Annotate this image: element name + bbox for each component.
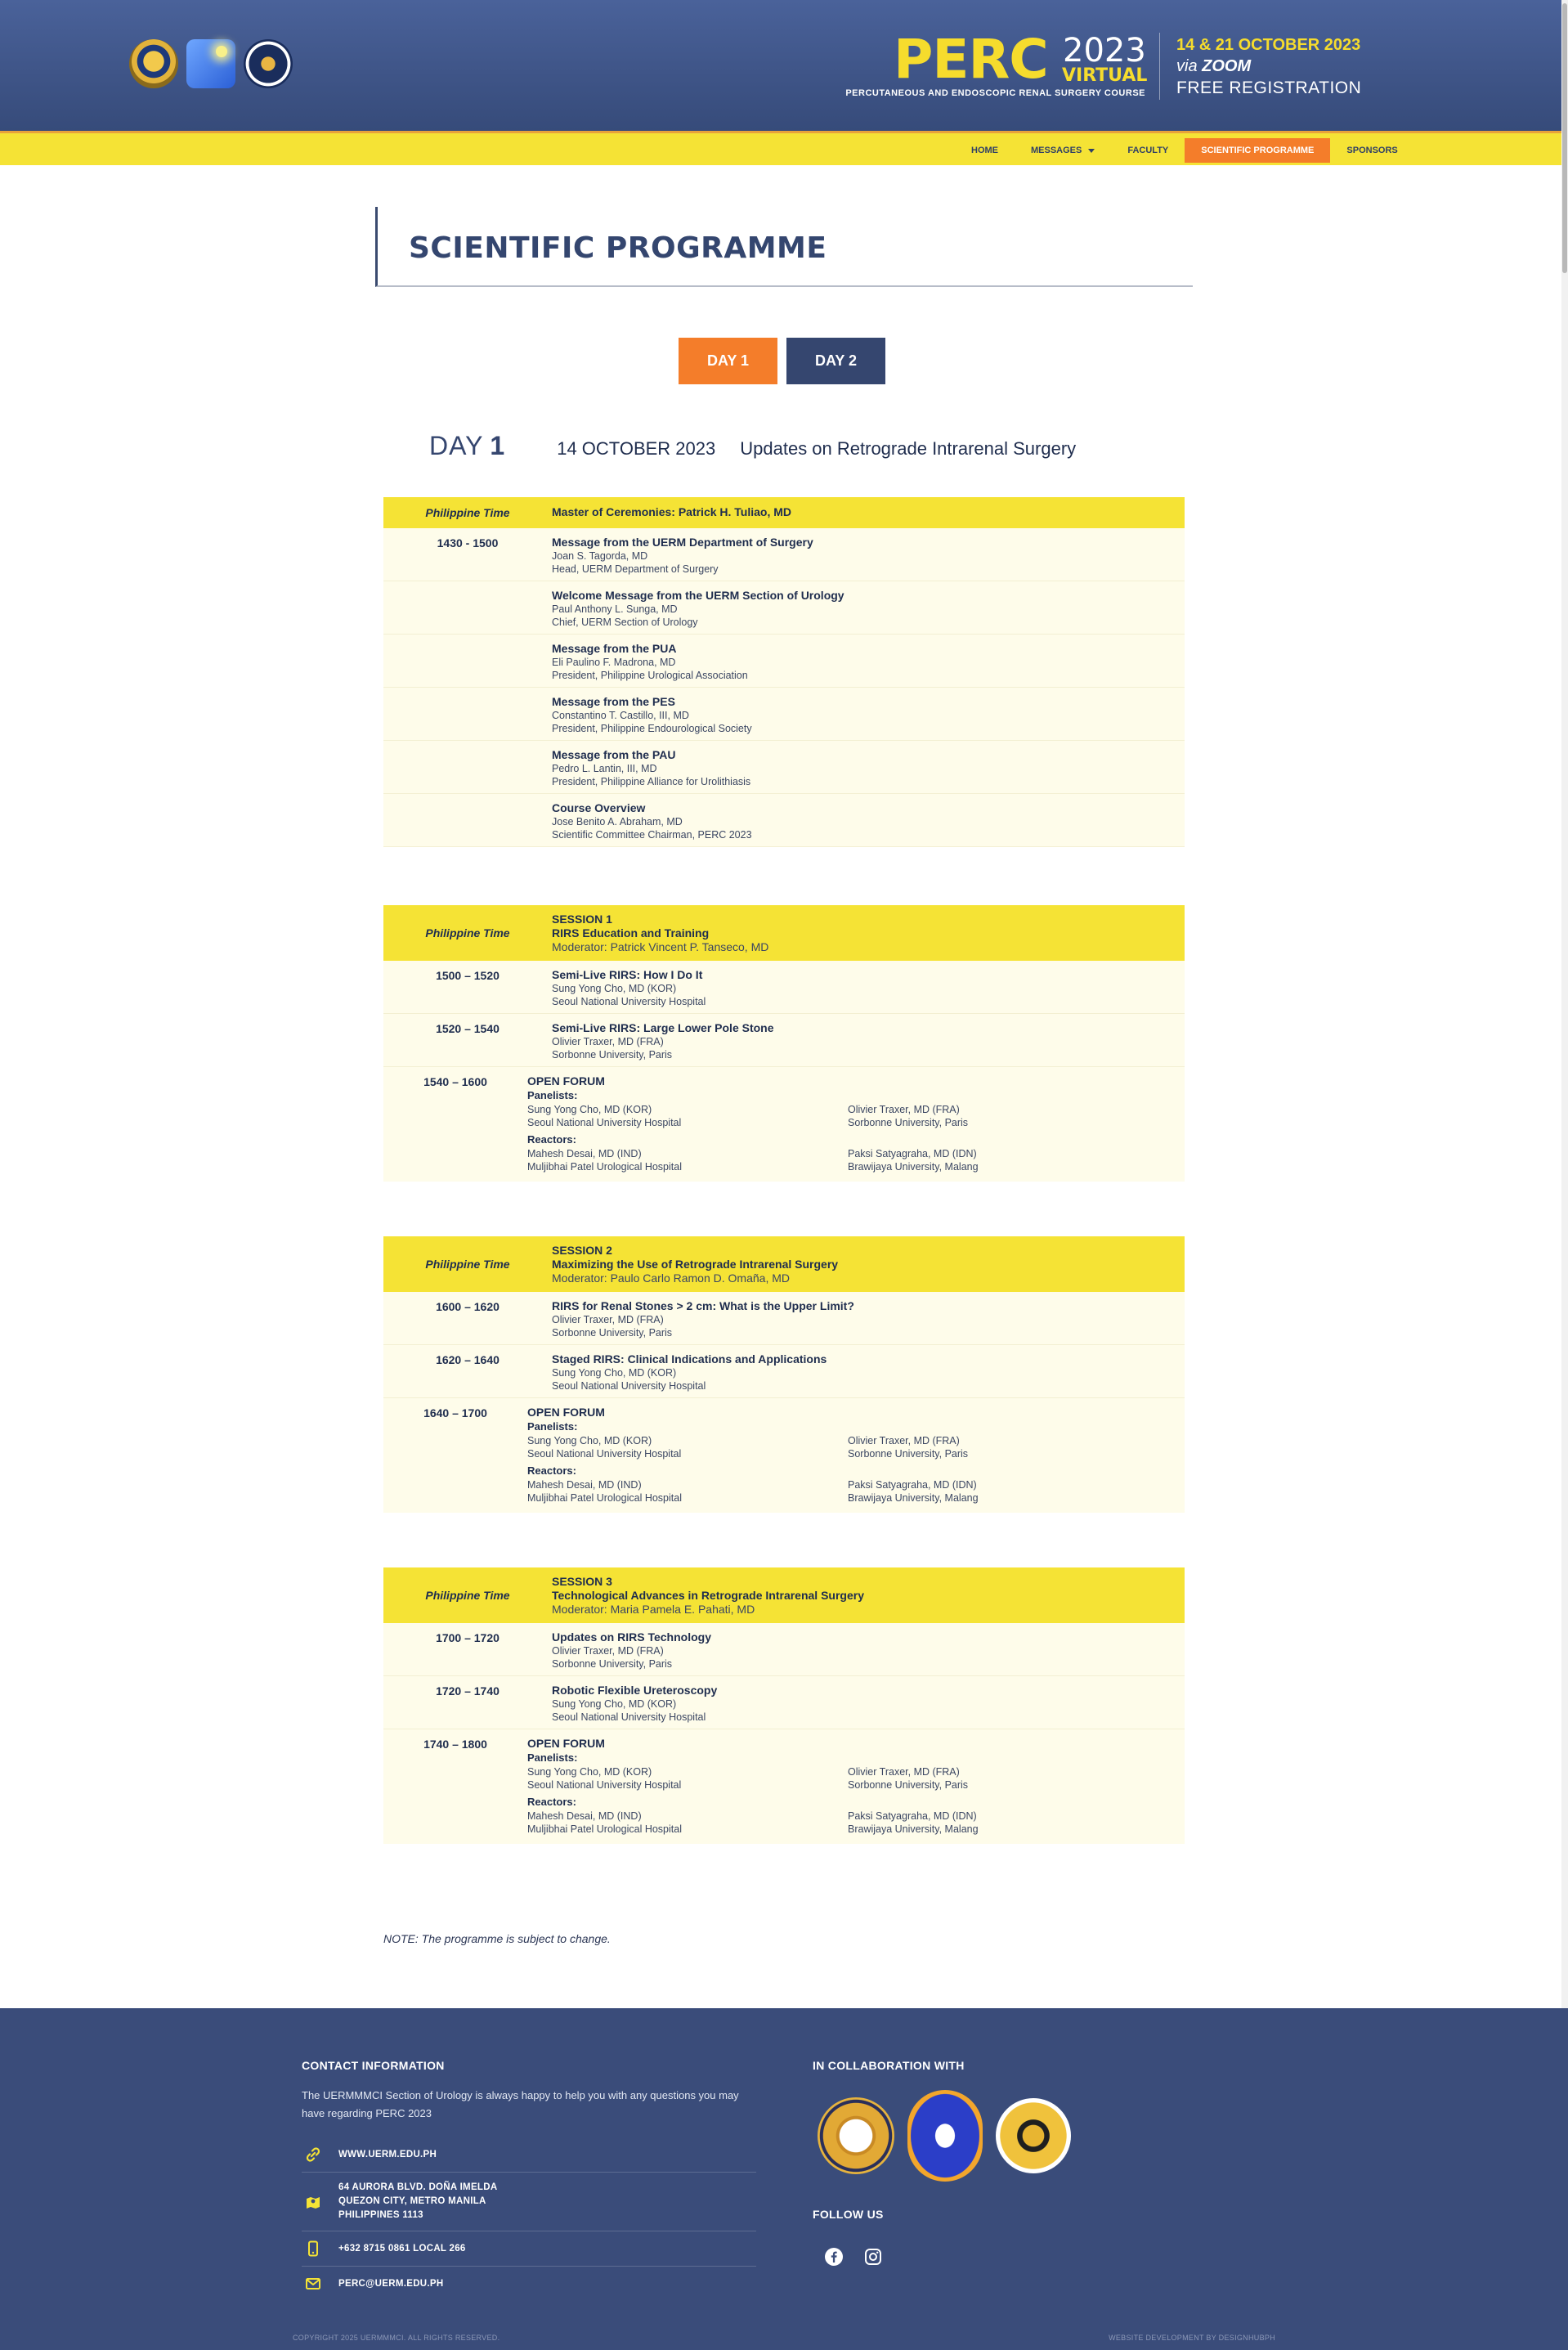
reactor-name: Mahesh Desai, MD (IND) (527, 1810, 642, 1822)
website-link[interactable]: WWW.UERM.EDU.PH (338, 2149, 437, 2159)
table-row (383, 1014, 1185, 1067)
developer-credit[interactable]: WEBSITE DEVELOPMENT BY DESIGNHUBPH (1109, 2334, 1275, 2342)
row-affiliation: Head, UERM Department of Surgery (552, 563, 719, 575)
brand-perc: PERC (894, 28, 1048, 91)
panelist-org: Sorbonne University, Paris (848, 1779, 969, 1791)
day-tabs (679, 338, 885, 384)
row-speaker: Eli Paulino F. Madrona, MD (552, 657, 676, 668)
row-speaker: Sung Yong Cho, MD (KOR) (552, 1367, 677, 1379)
row-affiliation: President, Philippine Urological Association (552, 670, 748, 681)
session-title: Maximizing the Use of Retrograde Intrarenal Surgery (552, 1258, 839, 1271)
panelist-name: Olivier Traxer, MD (FRA) (848, 1766, 960, 1778)
main-nav (955, 138, 1414, 163)
reactor-name: Mahesh Desai, MD (IND) (527, 1479, 642, 1491)
row-affiliation: Scientific Committee Chairman, PERC 2023 (552, 829, 752, 841)
row-affiliation: Chief, UERM Section of Urology (552, 617, 698, 628)
row-title: Semi-Live RIRS: Large Lower Pole Stone (552, 1021, 774, 1034)
nav-messages[interactable] (1015, 138, 1111, 163)
panelist-name: Sung Yong Cho, MD (KOR) (527, 1104, 652, 1115)
open-forum-row (383, 1729, 1185, 1844)
reactor-org: Brawijaya University, Malang (848, 1161, 979, 1173)
row-time (383, 694, 552, 735)
follow-heading: FOLLOW US (813, 2208, 884, 2221)
row-speaker: Olivier Traxer, MD (FRA) (552, 1314, 664, 1325)
panelists-list (527, 1434, 1168, 1460)
session-3-table (383, 1567, 1185, 1844)
event-platform: ZOOM (1202, 57, 1252, 75)
brand-subtitle: PERCUTANEOUS AND ENDOSCOPIC RENAL SURGERY COURSE (845, 88, 1145, 98)
row-time (383, 641, 552, 682)
table-header (383, 497, 1185, 528)
forum-title: OPEN FORUM (527, 1406, 605, 1419)
reactor-name: Paksi Satyagraha, MD (IDN) (848, 1148, 977, 1159)
day-word: DAY (429, 431, 484, 460)
table-row (383, 1623, 1185, 1676)
row-speaker: Pedro L. Lantin, III, MD (552, 763, 657, 774)
row-speaker: Joan S. Tagorda, MD (552, 550, 648, 562)
reactor-org: Muljibhai Patel Urological Hospital (527, 1492, 682, 1504)
day-theme: Updates on Retrograde Intrarenal Surgery (740, 438, 1077, 459)
reactors-list (527, 1810, 1168, 1836)
contact-text: The UERMMMCI Section of Urology is always happy to help you with any questions you may have regarding PERC 2023 (302, 2089, 739, 2119)
event-date: 14 & 21 OCTOBER 2023 (1176, 36, 1361, 54)
perc-lithotripsy-logo[interactable] (186, 39, 235, 88)
row-affiliation: Seoul National University Hospital (552, 996, 706, 1007)
partner-logos (129, 39, 293, 88)
forum-title: OPEN FORUM (527, 1737, 605, 1750)
panelist-name: Olivier Traxer, MD (FRA) (848, 1104, 960, 1115)
table-row (383, 581, 1185, 635)
row-speaker: Olivier Traxer, MD (FRA) (552, 1036, 664, 1047)
instagram-icon[interactable] (862, 2245, 885, 2268)
contact-heading: CONTACT INFORMATION (302, 2059, 445, 2072)
reactor-org: Brawijaya University, Malang (848, 1492, 979, 1504)
row-title: Staged RIRS: Clinical Indications and Applications (552, 1352, 827, 1366)
email-icon (304, 2275, 322, 2293)
row-time: 1500 – 1520 (436, 969, 500, 982)
panelists-label: Panelists: (527, 1751, 578, 1764)
row-time: 1640 – 1700 (423, 1406, 487, 1419)
session-header (383, 1236, 1185, 1292)
panelist-org: Seoul National University Hospital (527, 1779, 682, 1791)
time-column-header: Philippine Time (425, 1589, 510, 1602)
session-info (552, 1236, 1185, 1292)
row-time (383, 801, 552, 841)
table-row (383, 1676, 1185, 1729)
panelist-org: Sorbonne University, Paris (848, 1117, 969, 1128)
perc-brand-logo[interactable] (805, 28, 1148, 105)
uerm-seal-logo[interactable] (129, 39, 178, 88)
row-time: 1430 - 1500 (437, 536, 499, 549)
page-heading-box (375, 207, 1193, 287)
session-label: SESSION 2 (552, 1244, 612, 1257)
row-title: Message from the UERM Department of Surgery (552, 536, 813, 549)
nav-sponsors[interactable]: SPONSORS (1346, 146, 1398, 155)
session-label: SESSION 1 (552, 913, 612, 926)
row-title: Updates on RIRS Technology (552, 1630, 711, 1644)
row-affiliation: Sorbonne University, Paris (552, 1658, 673, 1670)
page-title: SCIENTIFIC PROGRAMME (409, 231, 827, 265)
row-time: 1520 – 1540 (436, 1022, 500, 1035)
session-title: RIRS Education and Training (552, 926, 710, 940)
address-line-3: PHILIPPINES 1113 (338, 2210, 423, 2220)
table-row (383, 528, 1185, 581)
pes-seal-logo[interactable] (907, 2090, 983, 2182)
row-speaker: Jose Benito A. Abraham, MD (552, 816, 683, 827)
collaborator-logos (818, 2090, 1071, 2182)
collab-heading: IN COLLABORATION WITH (813, 2059, 965, 2072)
panelists-label: Panelists: (527, 1089, 578, 1101)
reactors-label: Reactors: (527, 1133, 576, 1146)
row-affiliation: Seoul National University Hospital (552, 1380, 706, 1392)
site-footer (0, 2008, 1568, 2350)
session-moderator: Moderator: Maria Pamela E. Pahati, MD (552, 1603, 755, 1616)
time-column-header: Philippine Time (425, 1258, 510, 1271)
header-divider (1159, 33, 1160, 100)
table-row (383, 688, 1185, 741)
row-title: RIRS for Renal Stones > 2 cm: What is the Upper Limit? (552, 1299, 854, 1312)
nav-scientific-programme[interactable]: SCIENTIFIC PROGRAMME (1185, 138, 1330, 163)
mc-title: Master of Ceremonies: Patrick H. Tuliao, MD (552, 505, 792, 518)
reactor-org: Muljibhai Patel Urological Hospital (527, 1823, 682, 1835)
open-forum-row (383, 1398, 1185, 1513)
brand-year: 2023 (1063, 32, 1146, 70)
day-heading (429, 431, 1076, 464)
row-speaker: Sung Yong Cho, MD (KOR) (552, 983, 677, 994)
scrollbar-thumb[interactable] (1562, 3, 1567, 273)
panelist-org: Seoul National University Hospital (527, 1117, 682, 1128)
address-line-2: QUEZON CITY, METRO MANILA (338, 2196, 486, 2206)
contact-list (302, 2137, 756, 2301)
brand-virtual: VIRTUAL (1062, 65, 1148, 86)
time-column-header: Philippine Time (425, 506, 510, 519)
main-navbar (0, 131, 1568, 165)
table-row (383, 794, 1185, 847)
copyright-text: COPYRIGHT 2025 UERMMMCI. ALL RIGHTS RESERVED. (293, 2334, 500, 2342)
row-title: Course Overview (552, 801, 646, 814)
opening-table (383, 497, 1185, 847)
panelists-label: Panelists: (527, 1420, 578, 1433)
panelists-list (527, 1765, 1168, 1792)
nav-home[interactable]: HOME (971, 146, 998, 155)
row-title: Message from the PAU (552, 748, 676, 761)
day-date: 14 OCTOBER 2023 (557, 438, 716, 459)
table-row (383, 961, 1185, 1014)
event-via-text: via (1176, 57, 1198, 75)
programme-note: NOTE: The programme is subject to change. (383, 1932, 611, 1945)
row-time: 1600 – 1620 (436, 1300, 500, 1313)
reactors-label: Reactors: (527, 1796, 576, 1808)
session-header (383, 905, 1185, 961)
event-via (1176, 56, 1361, 77)
row-affiliation: Seoul National University Hospital (552, 1711, 706, 1723)
address-text (338, 2181, 497, 2222)
phone-icon (304, 2240, 322, 2258)
address-line-1: 64 AURORA BLVD. DOÑA IMELDA (338, 2182, 498, 2192)
session-info (552, 1567, 1185, 1623)
tab-day-2[interactable]: DAY 2 (786, 338, 885, 384)
event-registration: FREE REGISTRATION (1176, 78, 1362, 97)
time-column-header: Philippine Time (425, 926, 510, 940)
row-speaker: Sung Yong Cho, MD (KOR) (552, 1698, 677, 1710)
row-affiliation: President, Philippine Alliance for Urolithiasis (552, 776, 751, 787)
contact-email[interactable] (302, 2267, 756, 2301)
pau-seal-logo[interactable] (996, 2098, 1071, 2173)
reactor-name: Paksi Satyagraha, MD (IDN) (848, 1479, 977, 1491)
table-row (383, 635, 1185, 688)
session-1-table (383, 905, 1185, 1182)
row-time: 1620 – 1640 (436, 1353, 500, 1366)
table-row (383, 1345, 1185, 1398)
contact-address (302, 2173, 756, 2231)
tab-day-1[interactable]: DAY 1 (679, 338, 777, 384)
phone-number[interactable]: +632 8715 0861 LOCAL 266 (338, 2243, 466, 2254)
event-info (1176, 34, 1361, 100)
panelist-name: Olivier Traxer, MD (FRA) (848, 1435, 960, 1446)
reactor-org: Muljibhai Patel Urological Hospital (527, 1161, 682, 1173)
forum-title: OPEN FORUM (527, 1074, 605, 1088)
mc-header (552, 497, 1185, 528)
row-time: 1720 – 1740 (436, 1684, 500, 1697)
row-speaker: Olivier Traxer, MD (FRA) (552, 1645, 664, 1657)
session-2-table (383, 1236, 1185, 1513)
panelist-name: Sung Yong Cho, MD (KOR) (527, 1766, 652, 1778)
row-time: 1740 – 1800 (423, 1738, 487, 1751)
table-row (383, 741, 1185, 794)
row-title: Message from the PES (552, 695, 675, 708)
day-number: 1 (490, 431, 505, 460)
contact-phone[interactable] (302, 2231, 756, 2267)
page-scrollbar[interactable] (1561, 0, 1568, 2350)
panelists-list (527, 1103, 1168, 1129)
reactor-name: Mahesh Desai, MD (IND) (527, 1148, 642, 1159)
session-title: Technological Advances in Retrograde Intrarenal Surgery (552, 1589, 864, 1602)
session-info (552, 905, 1185, 961)
row-time: 1540 – 1600 (423, 1075, 487, 1088)
email-address[interactable]: PERC@UERM.EDU.PH (338, 2278, 444, 2289)
urology-section-seal-logo[interactable] (244, 39, 293, 88)
open-forum-row (383, 1067, 1185, 1182)
reactor-org: Brawijaya University, Malang (848, 1823, 979, 1835)
session-moderator: Moderator: Paulo Carlo Ramon D. Omaña, MD (552, 1271, 790, 1285)
link-icon (304, 2146, 322, 2164)
reactors-list (527, 1478, 1168, 1505)
row-speaker: Constantino T. Castillo, III, MD (552, 710, 689, 721)
row-time (383, 588, 552, 629)
row-time (383, 747, 552, 788)
table-row (383, 1292, 1185, 1345)
pua-seal-logo[interactable] (818, 2097, 894, 2174)
row-affiliation: Sorbonne University, Paris (552, 1049, 673, 1061)
row-title: Semi-Live RIRS: How I Do It (552, 968, 703, 981)
facebook-icon[interactable] (822, 2245, 845, 2268)
session-header (383, 1567, 1185, 1623)
row-title: Welcome Message from the UERM Section of Urology (552, 589, 844, 602)
reactors-list (527, 1147, 1168, 1173)
session-moderator: Moderator: Patrick Vincent P. Tanseco, MD (552, 940, 769, 953)
session-label: SESSION 3 (552, 1575, 612, 1588)
panelist-name: Sung Yong Cho, MD (KOR) (527, 1435, 652, 1446)
row-affiliation: President, Philippine Endourological Society (552, 723, 752, 734)
nav-faculty[interactable]: FACULTY (1127, 146, 1169, 155)
social-links (822, 2245, 885, 2268)
row-speaker: Paul Anthony L. Sunga, MD (552, 603, 678, 615)
nav-messages-label: MESSAGES (1031, 146, 1082, 155)
row-affiliation: Sorbonne University, Paris (552, 1327, 673, 1339)
row-title: Robotic Flexible Ureteroscopy (552, 1684, 718, 1697)
panelist-org: Sorbonne University, Paris (848, 1448, 969, 1460)
row-title: Message from the PUA (552, 642, 677, 655)
panelist-org: Seoul National University Hospital (527, 1448, 682, 1460)
site-header (0, 0, 1568, 131)
reactor-name: Paksi Satyagraha, MD (IDN) (848, 1810, 977, 1822)
map-icon (304, 2193, 322, 2211)
reactors-label: Reactors: (527, 1464, 576, 1477)
contact-website[interactable] (302, 2137, 756, 2173)
chevron-down-icon (1088, 149, 1095, 153)
row-time: 1700 – 1720 (436, 1631, 500, 1644)
